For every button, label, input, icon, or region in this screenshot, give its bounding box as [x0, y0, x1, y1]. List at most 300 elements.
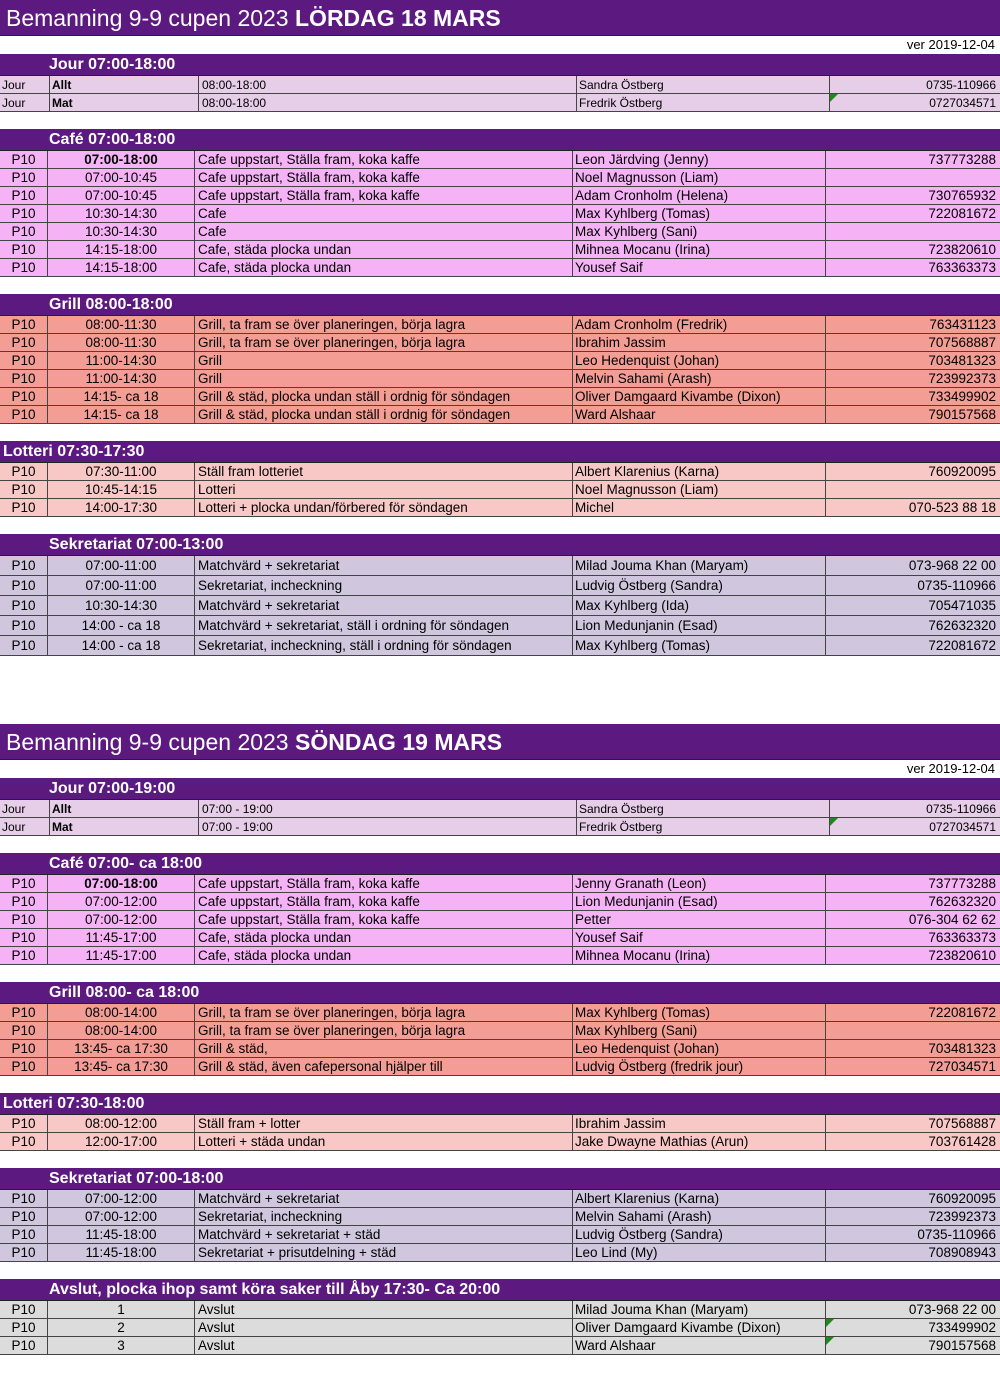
name-cell: Michel [573, 499, 826, 516]
time-cell: 07:00-10:45 [48, 187, 195, 204]
time-cell: 3 [48, 1337, 195, 1354]
task-cell: Grill, ta fram se över planeringen, börja lagra [195, 1004, 573, 1021]
team-cell: P10 [0, 1040, 48, 1057]
time-cell: 07:30-11:00 [48, 463, 195, 480]
section-title: Grill 08:00-18:00 [49, 296, 173, 313]
section-header [0, 1168, 1000, 1190]
table-row [0, 1301, 1000, 1319]
table-row [0, 1115, 1000, 1133]
day-block [0, 724, 1000, 1355]
table-row [0, 1190, 1000, 1208]
time-cell: 07:00-11:00 [48, 556, 195, 575]
name-cell: Adam Cronholm (Helena) [573, 187, 826, 204]
phone-cell: 703481323 [928, 1041, 996, 1056]
time-cell: 11:45-18:00 [48, 1226, 195, 1243]
time-cell: 14:00 - ca 18 [48, 616, 195, 635]
task-cell: Cafe, städa plocka undan [195, 241, 573, 258]
name-cell: Leo Lind (My) [573, 1244, 826, 1261]
section-title: Jour 07:00-18:00 [49, 56, 176, 73]
table-row [0, 1319, 1000, 1337]
phone-cell: 707568887 [928, 1116, 996, 1131]
phone-cell: 0727034571 [830, 818, 1000, 835]
phone-cell [826, 481, 1000, 498]
task-cell: Ställ fram lotteriet [195, 463, 573, 480]
table-row [0, 1133, 1000, 1151]
table-row [0, 1337, 1000, 1355]
section-spacer [0, 836, 1000, 853]
phone-cell: 730765932 [928, 188, 996, 203]
table-row [0, 169, 1000, 187]
table-row [0, 1208, 1000, 1226]
phone-cell: 722081672 [928, 638, 996, 653]
name-cell: Max Kyhlberg (Ida) [573, 596, 826, 615]
team-cell: P10 [0, 499, 48, 516]
time-cell: 10:30-14:30 [48, 205, 195, 222]
team-cell: P10 [0, 911, 48, 928]
phone-cell: 733499902 [928, 389, 996, 404]
time-cell: 07:00-12:00 [48, 893, 195, 910]
table-row [0, 800, 1000, 818]
name-cell: Fredrik Östberg [577, 818, 830, 835]
task-cell: Avslut [195, 1301, 573, 1318]
team-cell: P10 [0, 929, 48, 946]
phone-cell: 760920095 [928, 464, 996, 479]
section-spacer [0, 112, 1000, 129]
table-row [0, 151, 1000, 169]
table-row [0, 481, 1000, 499]
table-row [0, 1040, 1000, 1058]
team-cell: P10 [0, 893, 48, 910]
section-header [0, 1093, 1000, 1115]
page-title [0, 0, 1000, 36]
task-cell: Cafe uppstart, Ställa fram, koka kaffe [195, 911, 573, 928]
task-cell: Matchvärd + sekretariat [195, 1190, 573, 1207]
time-cell: 14:15- ca 18 [48, 406, 195, 423]
phone-cell: 762632320 [928, 894, 996, 909]
task-cell: Grill [195, 352, 573, 369]
team-cell: P10 [0, 1190, 48, 1207]
team-cell: P10 [0, 596, 48, 615]
section-header [0, 534, 1000, 556]
table-row [0, 911, 1000, 929]
table-row [0, 1058, 1000, 1076]
task-cell: Matchvärd + sekretariat, ställ i ordning för söndagen [195, 616, 573, 635]
section-header [0, 778, 1000, 800]
phone-cell [826, 1022, 1000, 1039]
time-cell: 10:30-14:30 [48, 596, 195, 615]
team-cell: P10 [0, 241, 48, 258]
task-cell: Ställ fram + lotter [195, 1115, 573, 1132]
team-cell: P10 [0, 1301, 48, 1318]
name-cell: Ward Alshaar [573, 406, 826, 423]
task-cell: Cafe [195, 223, 573, 240]
task-cell: 08:00-18:00 [199, 76, 577, 93]
section-title: Sekretariat 07:00-18:00 [49, 1170, 224, 1187]
name-cell: Max Kyhlberg (Tomas) [573, 205, 826, 222]
phone-cell: 0735-110966 [917, 578, 996, 593]
time-cell: 07:00-11:00 [48, 576, 195, 595]
table-row [0, 259, 1000, 277]
phone-cell: 722081672 [928, 1005, 996, 1020]
section-title: Café 07:00-18:00 [49, 131, 176, 148]
phone-cell: 707568887 [928, 335, 996, 350]
time-cell: 14:15-18:00 [48, 259, 195, 276]
name-cell: Sandra Östberg [577, 800, 830, 817]
name-cell: Ward Alshaar [573, 1337, 826, 1354]
section-header [0, 54, 1000, 76]
title-day: LÖRDAG 18 MARS [295, 5, 501, 31]
table-row [0, 1004, 1000, 1022]
task-cell: Cafe, städa plocka undan [195, 947, 573, 964]
phone-cell: 723820610 [928, 242, 996, 257]
name-cell: Oliver Damgaard Kivambe (Dixon) [573, 388, 826, 405]
name-cell: Sandra Östberg [577, 76, 830, 93]
comment-marker-icon [826, 1337, 834, 1345]
section-header [0, 129, 1000, 151]
phone-cell: 703761428 [928, 1134, 996, 1149]
phone-cell: 0727034571 [830, 94, 1000, 111]
section-header [0, 1279, 1000, 1301]
name-cell: Max Kyhlberg (Tomas) [573, 636, 826, 655]
section-header [0, 982, 1000, 1004]
name-cell: Max Kyhlberg (Tomas) [573, 1004, 826, 1021]
name-cell: Lion Medunjanin (Esad) [573, 616, 826, 635]
table-row [0, 241, 1000, 259]
table-row [0, 556, 1000, 576]
team-cell: P10 [0, 388, 48, 405]
team-cell: P10 [0, 1319, 48, 1336]
time-cell: 07:00-10:45 [48, 169, 195, 186]
team-cell: Jour [0, 94, 50, 111]
time-cell: 10:45-14:15 [48, 481, 195, 498]
team-cell: P10 [0, 370, 48, 387]
section-title: Grill 08:00- ca 18:00 [49, 984, 200, 1001]
time-cell: 2 [48, 1319, 195, 1336]
time-cell: 08:00-14:00 [48, 1004, 195, 1021]
time-cell: 14:00 - ca 18 [48, 636, 195, 655]
team-cell: P10 [0, 1058, 48, 1075]
name-cell: Melvin Sahami (Arash) [573, 370, 826, 387]
table-row [0, 875, 1000, 893]
name-cell: Albert Klarenius (Karna) [573, 463, 826, 480]
table-row [0, 947, 1000, 965]
phone-cell: 723820610 [928, 948, 996, 963]
task-cell: Sekretariat, incheckning [195, 576, 573, 595]
time-cell: Allt [50, 76, 199, 93]
phone-cell: 790157568 [928, 407, 996, 422]
phone-cell: 070-523 88 18 [908, 500, 996, 515]
team-cell: P10 [0, 1244, 48, 1261]
phone-cell: 737773288 [928, 876, 996, 891]
comment-marker-icon [830, 818, 838, 826]
name-cell: Yousef Saif [573, 929, 826, 946]
time-cell: 12:00-17:00 [48, 1133, 195, 1150]
phone-cell: 763363373 [928, 930, 996, 945]
table-row [0, 463, 1000, 481]
team-cell: P10 [0, 1022, 48, 1039]
name-cell: Adam Cronholm (Fredrik) [573, 316, 826, 333]
section-spacer [0, 277, 1000, 294]
table-row [0, 596, 1000, 616]
table-row [0, 94, 1000, 112]
team-cell: P10 [0, 1004, 48, 1021]
team-cell: P10 [0, 259, 48, 276]
team-cell: Jour [0, 800, 50, 817]
page-title [0, 724, 1000, 760]
table-row [0, 499, 1000, 517]
table-row [0, 370, 1000, 388]
comment-marker-icon [826, 1319, 834, 1327]
task-cell: Cafe uppstart, Ställa fram, koka kaffe [195, 169, 573, 186]
time-cell: 11:45-17:00 [48, 947, 195, 964]
table-row [0, 223, 1000, 241]
phone-cell: 073-968 22 00 [908, 1302, 996, 1317]
task-cell: Grill [195, 370, 573, 387]
time-cell: 07:00-18:00 [48, 151, 195, 168]
team-cell: P10 [0, 481, 48, 498]
time-cell: Mat [50, 818, 199, 835]
name-cell: Melvin Sahami (Arash) [573, 1208, 826, 1225]
time-cell: 08:00-11:30 [48, 334, 195, 351]
name-cell: Noel Magnusson (Liam) [573, 169, 826, 186]
task-cell: 07:00 - 19:00 [199, 818, 577, 835]
time-cell: 13:45- ca 17:30 [48, 1040, 195, 1057]
phone-cell: 727034571 [928, 1059, 996, 1074]
time-cell: Allt [50, 800, 199, 817]
day-block [0, 0, 1000, 656]
time-cell: 07:00-12:00 [48, 911, 195, 928]
time-cell: 08:00-12:00 [48, 1115, 195, 1132]
phone-cell: 763431123 [929, 317, 996, 332]
time-cell: 14:00-17:30 [48, 499, 195, 516]
task-cell: 07:00 - 19:00 [199, 800, 577, 817]
section-title: Lotteri 07:30-18:00 [3, 1095, 145, 1112]
time-cell: 11:45-18:00 [48, 1244, 195, 1261]
table-row [0, 76, 1000, 94]
task-cell: Lotteri + plocka undan/förbered för söndagen [195, 499, 573, 516]
time-cell: 07:00-18:00 [48, 875, 195, 892]
table-row [0, 616, 1000, 636]
name-cell: Leo Hedenquist (Johan) [573, 1040, 826, 1057]
task-cell: Matchvärd + sekretariat + städ [195, 1226, 573, 1243]
team-cell: P10 [0, 187, 48, 204]
phone-cell [826, 223, 1000, 240]
table-row [0, 636, 1000, 656]
time-cell: 14:15- ca 18 [48, 388, 195, 405]
team-cell: P10 [0, 406, 48, 423]
time-cell: 13:45- ca 17:30 [48, 1058, 195, 1075]
time-cell: 07:00-12:00 [48, 1208, 195, 1225]
table-row [0, 352, 1000, 370]
section-spacer [0, 424, 1000, 441]
section-header [0, 853, 1000, 875]
time-cell: 11:00-14:30 [48, 370, 195, 387]
team-cell: P10 [0, 875, 48, 892]
name-cell: Max Kyhlberg (Sani) [573, 1022, 826, 1039]
version-label: ver 2019-12-04 [906, 761, 995, 776]
name-cell: Petter [573, 911, 826, 928]
name-cell: Max Kyhlberg (Sani) [573, 223, 826, 240]
title-prefix: Bemanning 9-9 cupen 2023 [6, 729, 295, 755]
table-row [0, 205, 1000, 223]
name-cell: Leon Järdving (Jenny) [573, 151, 826, 168]
table-row [0, 316, 1000, 334]
task-cell: Sekretariat + prisutdelning + städ [195, 1244, 573, 1261]
team-cell: P10 [0, 463, 48, 480]
team-cell: P10 [0, 1133, 48, 1150]
section-spacer [0, 517, 1000, 534]
team-cell: Jour [0, 818, 50, 835]
time-cell: 07:00-12:00 [48, 1190, 195, 1207]
team-cell: P10 [0, 223, 48, 240]
section-header [0, 441, 1000, 463]
name-cell: Oliver Damgaard Kivambe (Dixon) [573, 1319, 826, 1336]
phone-cell: 733499902 [826, 1319, 1000, 1336]
team-cell: P10 [0, 616, 48, 635]
time-cell: 1 [48, 1301, 195, 1318]
table-row [0, 929, 1000, 947]
name-cell: Jenny Granath (Leon) [573, 875, 826, 892]
task-cell: Sekretariat, incheckning [195, 1208, 573, 1225]
name-cell: Milad Jouma Khan (Maryam) [573, 1301, 826, 1318]
time-cell: Mat [50, 94, 199, 111]
team-cell: P10 [0, 151, 48, 168]
title-prefix: Bemanning 9-9 cupen 2023 [6, 5, 295, 31]
section-spacer [0, 1262, 1000, 1279]
phone-cell: 0735-110966 [926, 802, 996, 816]
table-row [0, 1244, 1000, 1262]
task-cell: Sekretariat, incheckning, ställ i ordning för söndagen [195, 636, 573, 655]
task-cell: Cafe uppstart, Ställa fram, koka kaffe [195, 151, 573, 168]
name-cell: Mihnea Mocanu (Irina) [573, 241, 826, 258]
team-cell: P10 [0, 1115, 48, 1132]
section-title: Lotteri 07:30-17:30 [3, 443, 145, 460]
section-spacer [0, 1151, 1000, 1168]
section-spacer [0, 965, 1000, 982]
phone-cell: 723992373 [928, 371, 996, 386]
name-cell: Ludvig Östberg (Sandra) [573, 1226, 826, 1243]
time-cell: 11:00-14:30 [48, 352, 195, 369]
table-row [0, 406, 1000, 424]
task-cell: Cafe uppstart, Ställa fram, koka kaffe [195, 187, 573, 204]
section-title: Jour 07:00-19:00 [49, 780, 176, 797]
name-cell: Ludvig Östberg (fredrik jour) [573, 1058, 826, 1075]
name-cell: Lion Medunjanin (Esad) [573, 893, 826, 910]
task-cell: Grill & städ, [195, 1040, 573, 1057]
team-cell: P10 [0, 316, 48, 333]
time-cell: 14:15-18:00 [48, 241, 195, 258]
section-title: Café 07:00- ca 18:00 [49, 855, 202, 872]
task-cell: Avslut [195, 1319, 573, 1336]
name-cell: Albert Klarenius (Karna) [573, 1190, 826, 1207]
table-row [0, 388, 1000, 406]
task-cell: Cafe [195, 205, 573, 222]
phone-cell: 076-304 62 62 [908, 912, 996, 927]
phone-cell: 705471035 [928, 598, 996, 613]
name-cell: Ludvig Östberg (Sandra) [573, 576, 826, 595]
time-cell: 08:00-11:30 [48, 316, 195, 333]
task-cell: Lotteri + städa undan [195, 1133, 573, 1150]
phone-cell: 762632320 [928, 618, 996, 633]
table-row [0, 576, 1000, 596]
phone-cell: 737773288 [928, 152, 996, 167]
name-cell: Noel Magnusson (Liam) [573, 481, 826, 498]
phone-cell: 722081672 [928, 206, 996, 221]
section-header [0, 294, 1000, 316]
name-cell: Ibrahim Jassim [573, 334, 826, 351]
phone-cell: 723992373 [928, 1209, 996, 1224]
name-cell: Ibrahim Jassim [573, 1115, 826, 1132]
name-cell: Mihnea Mocanu (Irina) [573, 947, 826, 964]
phone-cell: 790157568 [826, 1337, 1000, 1354]
task-cell: Cafe, städa plocka undan [195, 259, 573, 276]
task-cell: Cafe uppstart, Ställa fram, koka kaffe [195, 875, 573, 892]
team-cell: P10 [0, 556, 48, 575]
team-cell: P10 [0, 636, 48, 655]
task-cell: Grill & städ, även cafepersonal hjälper till [195, 1058, 573, 1075]
time-cell: 08:00-14:00 [48, 1022, 195, 1039]
phone-cell: 763363373 [928, 260, 996, 275]
table-row [0, 187, 1000, 205]
team-cell: P10 [0, 205, 48, 222]
time-cell: 11:45-17:00 [48, 929, 195, 946]
phone-cell: 703481323 [928, 353, 996, 368]
phone-cell [826, 169, 1000, 186]
section-spacer [0, 1076, 1000, 1093]
name-cell: Leo Hedenquist (Johan) [573, 352, 826, 369]
title-day: SÖNDAG 19 MARS [295, 729, 503, 755]
task-cell: Lotteri [195, 481, 573, 498]
phone-cell: 073-968 22 00 [908, 558, 996, 573]
team-cell: P10 [0, 1208, 48, 1225]
task-cell: Cafe, städa plocka undan [195, 929, 573, 946]
task-cell: 08:00-18:00 [199, 94, 577, 111]
table-row [0, 818, 1000, 836]
task-cell: Avslut [195, 1337, 573, 1354]
task-cell: Grill, ta fram se över planeringen, börja lagra [195, 316, 573, 333]
task-cell: Matchvärd + sekretariat [195, 596, 573, 615]
table-row [0, 1022, 1000, 1040]
task-cell: Cafe uppstart, Ställa fram, koka kaffe [195, 893, 573, 910]
table-row [0, 1226, 1000, 1244]
name-cell: Fredrik Östberg [577, 94, 830, 111]
time-cell: 10:30-14:30 [48, 223, 195, 240]
phone-cell: 760920095 [928, 1191, 996, 1206]
team-cell: P10 [0, 169, 48, 186]
team-cell: P10 [0, 334, 48, 351]
team-cell: P10 [0, 352, 48, 369]
task-cell: Matchvärd + sekretariat [195, 556, 573, 575]
team-cell: P10 [0, 576, 48, 595]
section-title: Avslut, plocka ihop samt köra saker till Åby 17:30- Ca 20:00 [49, 1281, 501, 1298]
table-row [0, 334, 1000, 352]
name-cell: Jake Dwayne Mathias (Arun) [573, 1133, 826, 1150]
team-cell: P10 [0, 947, 48, 964]
team-cell: P10 [0, 1337, 48, 1354]
comment-marker-icon [830, 94, 838, 102]
phone-cell: 0735-110966 [917, 1227, 996, 1242]
version-label: ver 2019-12-04 [906, 37, 995, 52]
name-cell: Yousef Saif [573, 259, 826, 276]
table-row [0, 893, 1000, 911]
team-cell: P10 [0, 1226, 48, 1243]
phone-cell: 708908943 [928, 1245, 996, 1260]
section-title: Sekretariat 07:00-13:00 [49, 536, 224, 553]
team-cell: Jour [0, 76, 50, 93]
phone-cell: 0735-110966 [926, 78, 996, 92]
task-cell: Grill & städ, plocka undan ställ i ordnig för söndagen [195, 406, 573, 423]
task-cell: Grill & städ, plocka undan ställ i ordnig för söndagen [195, 388, 573, 405]
